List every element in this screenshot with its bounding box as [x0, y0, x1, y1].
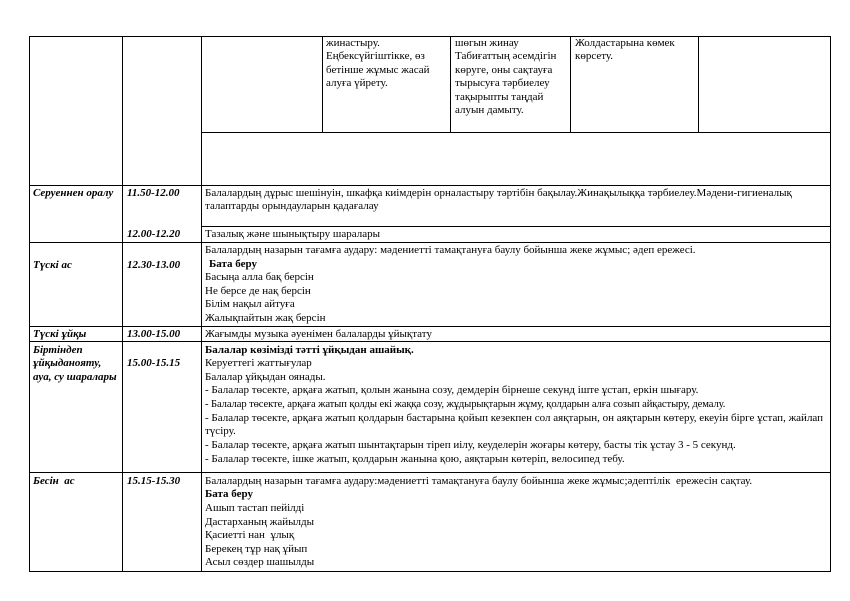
lunch-label: Түскі ас — [33, 259, 72, 271]
lunch-blessing-line: Басыңа алла бақ берсін — [205, 271, 314, 283]
snack-blessing-title: Бата беру — [205, 488, 253, 500]
wakeup-label: Біртіндеп ұйқыданояту, ауа, су шаралары — [33, 344, 117, 383]
wakeup-line: - Балалар төсекте, ішке жатып, қолдарын жанына қою, аяқтарын көтеріп, велосипед тебу. — [205, 453, 625, 465]
snack-label: Бесін ас — [33, 475, 75, 487]
top-cell-2: шөгын жинау Табиғаттың әсемдігін көруге, оны сақтауға тырысуға тәрбиелеу тақырыпты таңдай алуын дамыту. — [455, 37, 557, 117]
nap-time: 13.00-15.00 — [127, 328, 181, 340]
wakeup-line: - Балалар төсекте, арқаға жатып шынтақтарын тіреп иілу, кеуделерін жоғары көтеру, басты тік ұстау 3 - 5 секунд. — [205, 439, 736, 451]
walk-return-time-1: 11.50-12.00 — [127, 187, 180, 199]
wakeup-line: - Балалар төсекте, арқаға жатып қолды екі жаққа созу, жұдырықтарын жұму, қолдарын алға созып айқастыру, демалу. — [205, 399, 726, 410]
walk-return-time-2: 12.00-12.20 — [127, 228, 181, 240]
walk-return-text-2: Тазалық және шынықтыру шаралары — [205, 228, 381, 240]
walk-return-label: Серуеннен оралу — [33, 187, 114, 199]
lunch-blessing-line: Жалықпайтын жақ берсін — [205, 312, 326, 324]
wakeup-line: - Балалар төсекте, арқаға жатып, қолын жанына созу, демдерін бірнеше секунд іште ұстап, еркін шығару. — [205, 384, 699, 396]
lunch-blessing-title: Бата беру — [209, 258, 257, 270]
wakeup-time: 15.00-15.15 — [127, 357, 181, 369]
nap-label: Түскі ұйқы — [33, 328, 87, 340]
snack-time: 15.15-15.30 — [127, 475, 181, 487]
snack-blessing-line: Дастарханың жайылды — [205, 516, 314, 528]
walk-return-text-1: Балалардың дұрыс шешінуін, шкафқа киімдерін орналастыру тәртібін бақылау.Жинақылыққа тәрбиелеу.Мәдени-гигиеналық талаптарды орындауларын қадағалау — [205, 187, 792, 213]
lunch-blessing-line: Не берсе де нақ берсін — [205, 285, 311, 297]
top-cell-1: жинастыру. Еңбексүйгіштікке, өз бетінше жұмыс жасай алуға үйрету. — [326, 37, 430, 90]
lunch-blessing-line: Білім нақыл айтуға — [205, 298, 295, 310]
snack-blessing-line: Асыл сөздер шашылды — [205, 556, 315, 568]
snack-blessing-line: Қасиетті нан ұлық — [205, 529, 295, 541]
lunch-time: 12.30-13.00 — [127, 259, 181, 271]
snack-blessing-line: Берекең тұр нақ ұйып — [205, 543, 308, 555]
wakeup-line: Балалар ұйқыдан оянады. — [205, 371, 326, 383]
snack-intro: Балалардың назарын тағамға аудару:мәдениетті тамақтануға баулу бойынша жеке жұмыс;әдептілік ережесін сақтау. — [205, 475, 753, 487]
wakeup-line: - Балалар төсекте, арқаға жатып қолдарын бастарына қойып кезекпен сол аяқтарын, он аяқтарын көтеру, екеуін бірге ұстап, жайлап түсіру. — [205, 412, 824, 438]
wakeup-title: Балалар көзімізді тәтті ұйқыдан ашайық. — [205, 344, 414, 356]
top-cell-3: Жолдастарына көмек көрсету. — [575, 37, 675, 63]
lunch-intro: Балалардың назарын тағамға аудару: мәдениетті тамақтануға баулу бойынша жеке жұмыс; әдеп ережесі. — [205, 244, 696, 256]
wakeup-line: Керуеттегі жаттығулар — [205, 357, 312, 369]
snack-blessing-line: Ашып тастап пейілді — [205, 502, 305, 514]
nap-text: Жағымды музыка әуенімен балаларды ұйықтату — [205, 328, 432, 340]
